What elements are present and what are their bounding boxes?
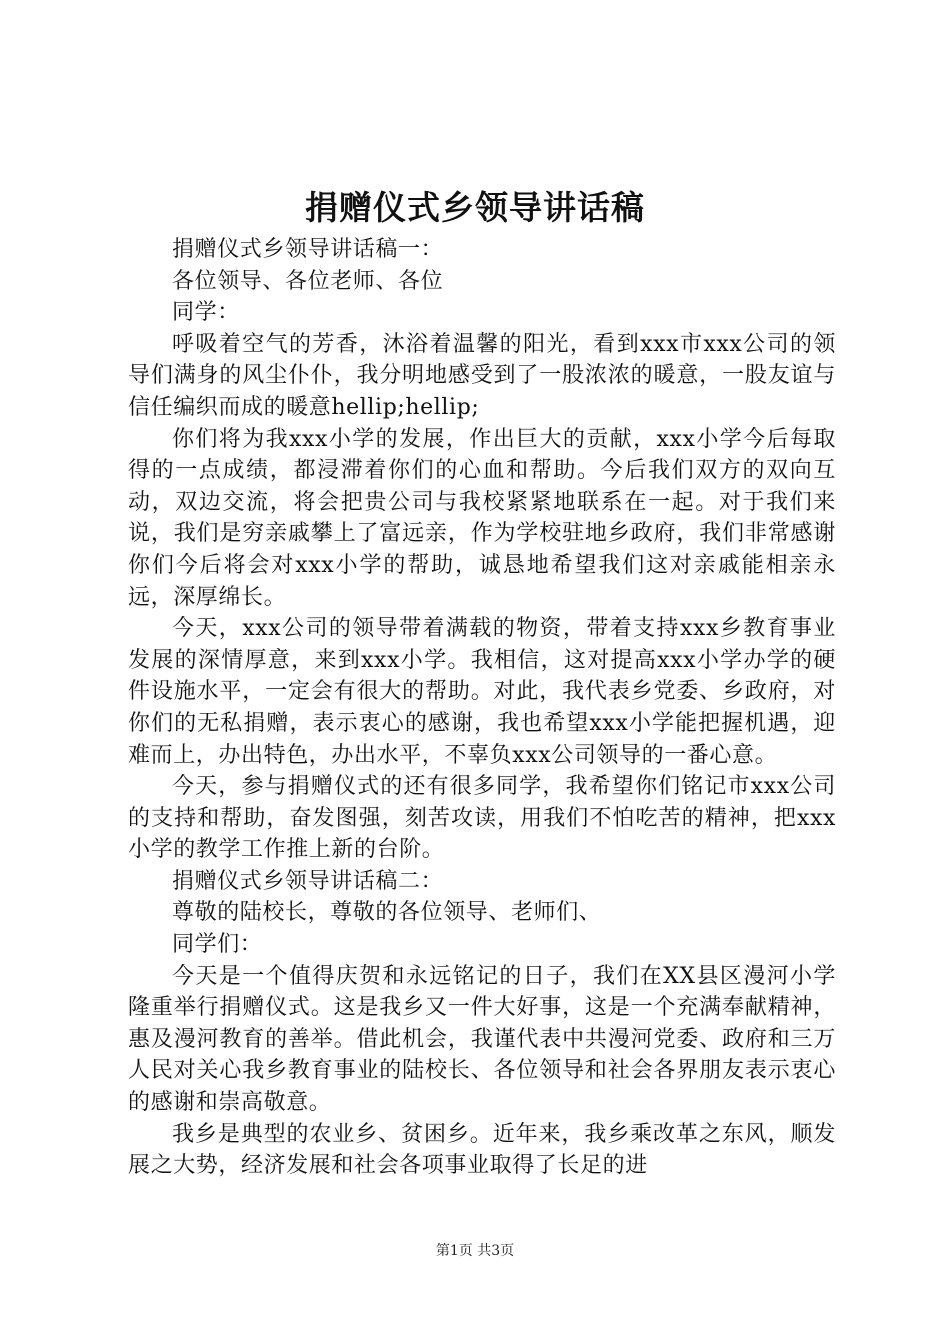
paragraph-salutation-continued: 同学： — [172, 300, 240, 326]
paragraph-township-background: 我乡是典型的农业乡、贫困乡。近年来，我乡乘改革之东风，顺发展之大势，经济发展和社会各项事业取得了长足的进 — [128, 1121, 836, 1179]
paragraph-students-message: 今天，参与捐赠仪式的还有很多同学，我希望你们铭记市xxx公司的支持和帮助，奋发图强，刻苦攻读，用我们不怕吃苦的精神，把xxx小学的教学工作推上新的台阶。 — [128, 774, 836, 863]
paragraph-gratitude: 今天，xxx公司的领导带着满载的物资，带着支持xxx乡教育事业发展的深情厚意，来到xxx小学。我相信，这对提高xxx小学办学的硬件设施水平，一定会有很大的帮助。对此，我代表乡党委、乡政府，对你们的无私捐赠，表示衷心的感谢，我也希望xxx小学能把握机遇，迎难而上，办出特色，办出水平，不辜负xxx公司领导的一番心意。 — [128, 616, 836, 768]
paragraph-speech-one-heading: 捐赠仪式乡领导讲话稿一： — [172, 237, 444, 262]
paragraph-salutation-two-continued: 同学们： — [172, 932, 263, 958]
paragraph-salutation: 各位领导、各位老师、各位 — [172, 268, 444, 294]
paragraph-salutation-two: 尊敬的陆校长，尊敬的各位领导、老师们、 — [172, 900, 602, 926]
paragraph-ceremony: 今天是一个值得庆贺和永远铭记的日子，我们在XX县区漫河小学隆重举行捐赠仪式。这是我乡又一件大好事，这是一个充满奉献精神，惠及漫河教育的善举。借此机会，我谨代表中共漫河党委、政府和三万人民对关心我乡教育事业的陆校长、各位领导和社会各界朋友表示衷心的感谢和崇高敬意。 — [128, 963, 836, 1116]
document-body — [128, 234, 836, 1182]
document-title: 捐赠仪式乡领导讲话稿 — [305, 188, 645, 227]
paragraph-contribution: 你们将为我xxx小学的发展，作出巨大的贡献，xxx小学今后每取得的一点成绩，都浸滞着你们的心血和帮助。今后我们双方的双向互动，双边交流，将会把贵公司与我校紧紧地联系在一起。对于我们来说，我们是穷亲戚攀上了富远亲，作为学校驻地乡政府，我们非常感谢你们今后将会对xxx小学的帮助，诚恳地希望我们这对亲戚能相亲永远，深厚绵长。 — [128, 426, 836, 610]
paragraph-opening: 呼吸着空气的芳香，沐浴着温馨的阳光，看到xxx市xxx公司的领导们满身的风尘仆仆，我分明地感受到了一股浓浓的暖意，一股友谊与信任编织而成的暖意hellip;hellip; — [128, 331, 836, 420]
page-number-footer: 第1页 共3页 — [435, 1243, 515, 1259]
paragraph-speech-two-heading: 捐赠仪式乡领导讲话稿二： — [172, 868, 444, 894]
